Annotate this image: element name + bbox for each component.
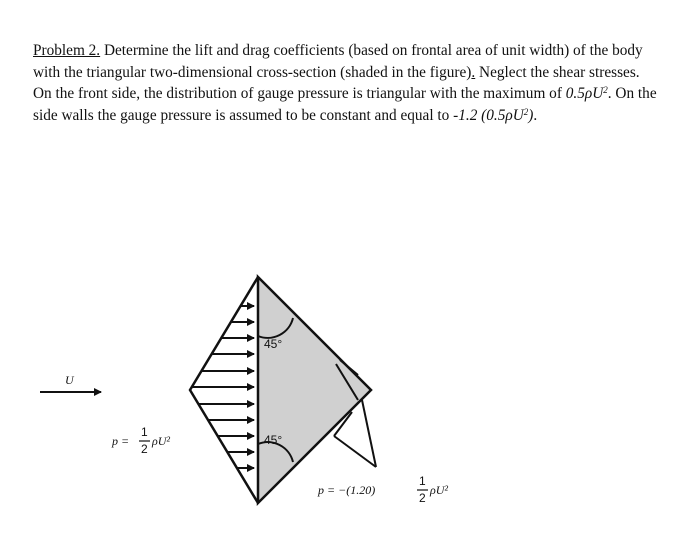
problem-sentence-3: . On the side walls the gauge pressure is assumed to be constant and equal to [33, 85, 657, 124]
front-pressure-label [111, 425, 170, 456]
velocity-symbol: U [65, 373, 74, 387]
side-pressure-label [317, 474, 448, 505]
side-pressure-prefix: p = −(1.20) [318, 483, 376, 497]
problem-label: Problem 2. [33, 42, 101, 59]
triangular-body [258, 277, 371, 503]
problem-sentence-1-period: . [471, 63, 476, 81]
side-pressure-denominator: 2 [419, 491, 426, 505]
side-pressure-exponent: 2 [523, 106, 529, 117]
side-pressure-base: -1.2 (0.5ρU [453, 106, 524, 124]
problem-sentence-4: . [533, 106, 538, 124]
max-pressure-exponent: 2 [603, 85, 608, 95]
side-pressure-close: ) [528, 106, 534, 124]
side-pressure-numerator: 1 [419, 474, 426, 488]
angle-label-bottom: 45° [264, 433, 283, 447]
front-pressure-denominator: 2 [141, 442, 148, 456]
problem-sentence-1: Determine the lift and drag coefficients (based on frontal area of unit width) of the body with the triangular two-dimensional cross-section (shaded in the figure) [33, 42, 643, 81]
max-pressure-base: 0.5ρU [565, 85, 604, 102]
front-pressure-rest: ρU² [152, 434, 171, 448]
angle-label-top: 45° [264, 337, 283, 351]
front-pressure-envelope [190, 277, 258, 503]
problem-sentence-2: Neglect the shear stresses. On the front side, the distribution of gauge pressure is triangular with the maximum of [33, 63, 640, 102]
front-pressure-prefix: p = [112, 434, 130, 448]
side-pressure-rest: ρU² [430, 483, 449, 497]
front-pressure-numerator: 1 [141, 425, 148, 439]
